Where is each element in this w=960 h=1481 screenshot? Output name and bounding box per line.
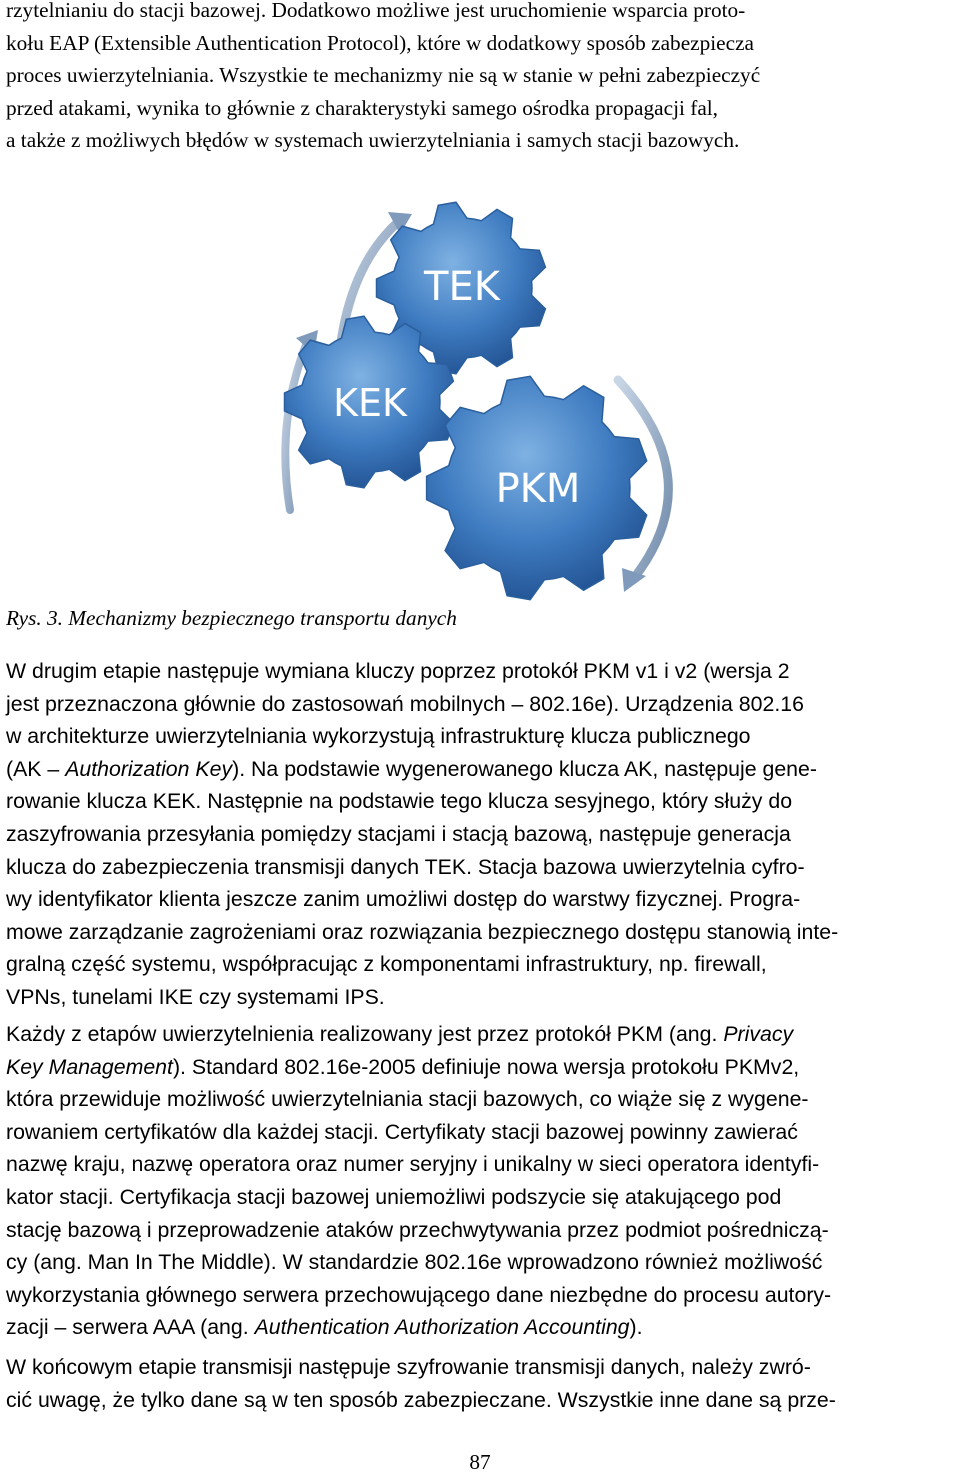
text-line: rzytelnianiu do stacji bazowej. Dodatkowo możliwe jest uruchomienie wsparcia proto- bbox=[6, 0, 746, 22]
text-line: W drugim etapie następuje wymiana kluczy poprzez protokół PKM v1 i v2 (wersja 2 bbox=[6, 659, 790, 683]
text-line: klucza do zabezpieczenia transmisji danych TEK. Stacja bazowa uwierzytelnia cyfro- bbox=[6, 854, 805, 879]
text-line: mowe zarządzanie zagrożeniami oraz rozwiązania bezpiecznego dostępu stanowią inte- bbox=[6, 919, 839, 944]
text-line: jest przeznaczona głównie do zastosowań mobilnych – 802.16e). Urządzenia 802.16 bbox=[6, 691, 804, 716]
text-line: VPNs, tunelami IKE czy systemami IPS. bbox=[6, 984, 385, 1009]
paragraph-pkm bbox=[6, 1018, 956, 1344]
text-line: przed atakami, wynika to głównie z charakterystyki samego ośrodka propagacji fal, bbox=[6, 95, 719, 120]
text-line: zaszyfrowania przesyłania pomiędzy stacjami i stacją bazową, następuje generacja bbox=[6, 821, 791, 846]
text-line: wykorzystania głównego serwera przechowującego dane niezbędne do procesu autory- bbox=[6, 1282, 832, 1307]
text-line: wy identyfikator klienta jeszcze zanim umożliwi dostęp do warstwy fizycznej. Progra- bbox=[6, 887, 801, 912]
paragraph-key-exchange bbox=[6, 655, 956, 1014]
paragraph-final-stage bbox=[6, 1351, 956, 1416]
gear-pkm bbox=[427, 376, 647, 599]
text-line: nazwę kraju, nazwę operatora oraz numer seryjny i unikalny w sieci operatora identyfi- bbox=[6, 1152, 820, 1177]
page-number: 87 bbox=[469, 1450, 491, 1474]
gear-label-kek: KEK bbox=[333, 381, 407, 425]
text-line: stację bazową i przeprowadzenie ataków przechwytywania przez podmiot pośredniczą- bbox=[6, 1217, 829, 1242]
paragraph-intro bbox=[6, 0, 956, 157]
text-line: kator stacji. Certyfikacja stacji bazowej uniemożliwi podszycie się atakującego pod bbox=[6, 1184, 782, 1209]
text-line: która przewiduje możliwość uwierzytelniania stacji bazowych, co wiąże się z wygene- bbox=[6, 1087, 809, 1112]
figure-caption: Rys. 3. Mechanizmy bezpiecznego transportu danych bbox=[6, 606, 457, 630]
text-line: gralną część systemu, współpracując z komponentami infrastruktury, np. firewall, bbox=[6, 952, 767, 977]
text-line: w architekturze uwierzytelniania wykorzystują infrastrukturę klucza publicznego bbox=[6, 724, 751, 749]
text-line: zacji – serwera AAA (ang. Authentication Authorization Accounting). bbox=[6, 1315, 643, 1340]
text-line: a także z możliwych błędów w systemach uwierzytelniania i samych stacji bazowych. bbox=[6, 128, 740, 153]
text-line: cić uwagę, że tylko dane są w ten sposób zabezpieczane. Wszystkie inne dane są prze- bbox=[6, 1387, 836, 1412]
gear-label-tek: TEK bbox=[424, 264, 500, 310]
text-line: proces uwierzytelniania. Wszystkie te mechanizmy nie są w stanie w pełni zabezpieczyć bbox=[6, 63, 761, 88]
text-line: kołu EAP (Extensible Authentication Protocol), które w dodatkowy sposób zabezpiecza bbox=[6, 30, 754, 55]
text-line: rowaniem certyfikatów dla każdej stacji. Certyfikaty stacji bazowej powinny zawierać bbox=[6, 1119, 798, 1144]
gear-label-pkm: PKM bbox=[495, 466, 581, 512]
text-line: W końcowym etapie transmisji następuje szyfrowanie transmisji danych, należy zwró- bbox=[6, 1355, 811, 1379]
text-line: cy (ang. Man In The Middle). W standardzie 802.16e wprowadzono również możliwość bbox=[6, 1250, 823, 1275]
gears-diagram bbox=[250, 190, 710, 610]
text-line: Key Management). Standard 802.16e-2005 definiuje nowa wersja protokołu PKMv2, bbox=[6, 1054, 800, 1079]
text-line: (AK – Authorization Key). Na podstawie wygenerowanego klucza AK, następuje gene- bbox=[6, 756, 817, 781]
text-line: Każdy z etapów uwierzytelnienia realizowany jest przez protokół PKM (ang. Privacy bbox=[6, 1022, 794, 1046]
text-line: rowanie klucza KEK. Następnie na podstawie tego klucza sesyjnego, który służy do bbox=[6, 789, 793, 814]
